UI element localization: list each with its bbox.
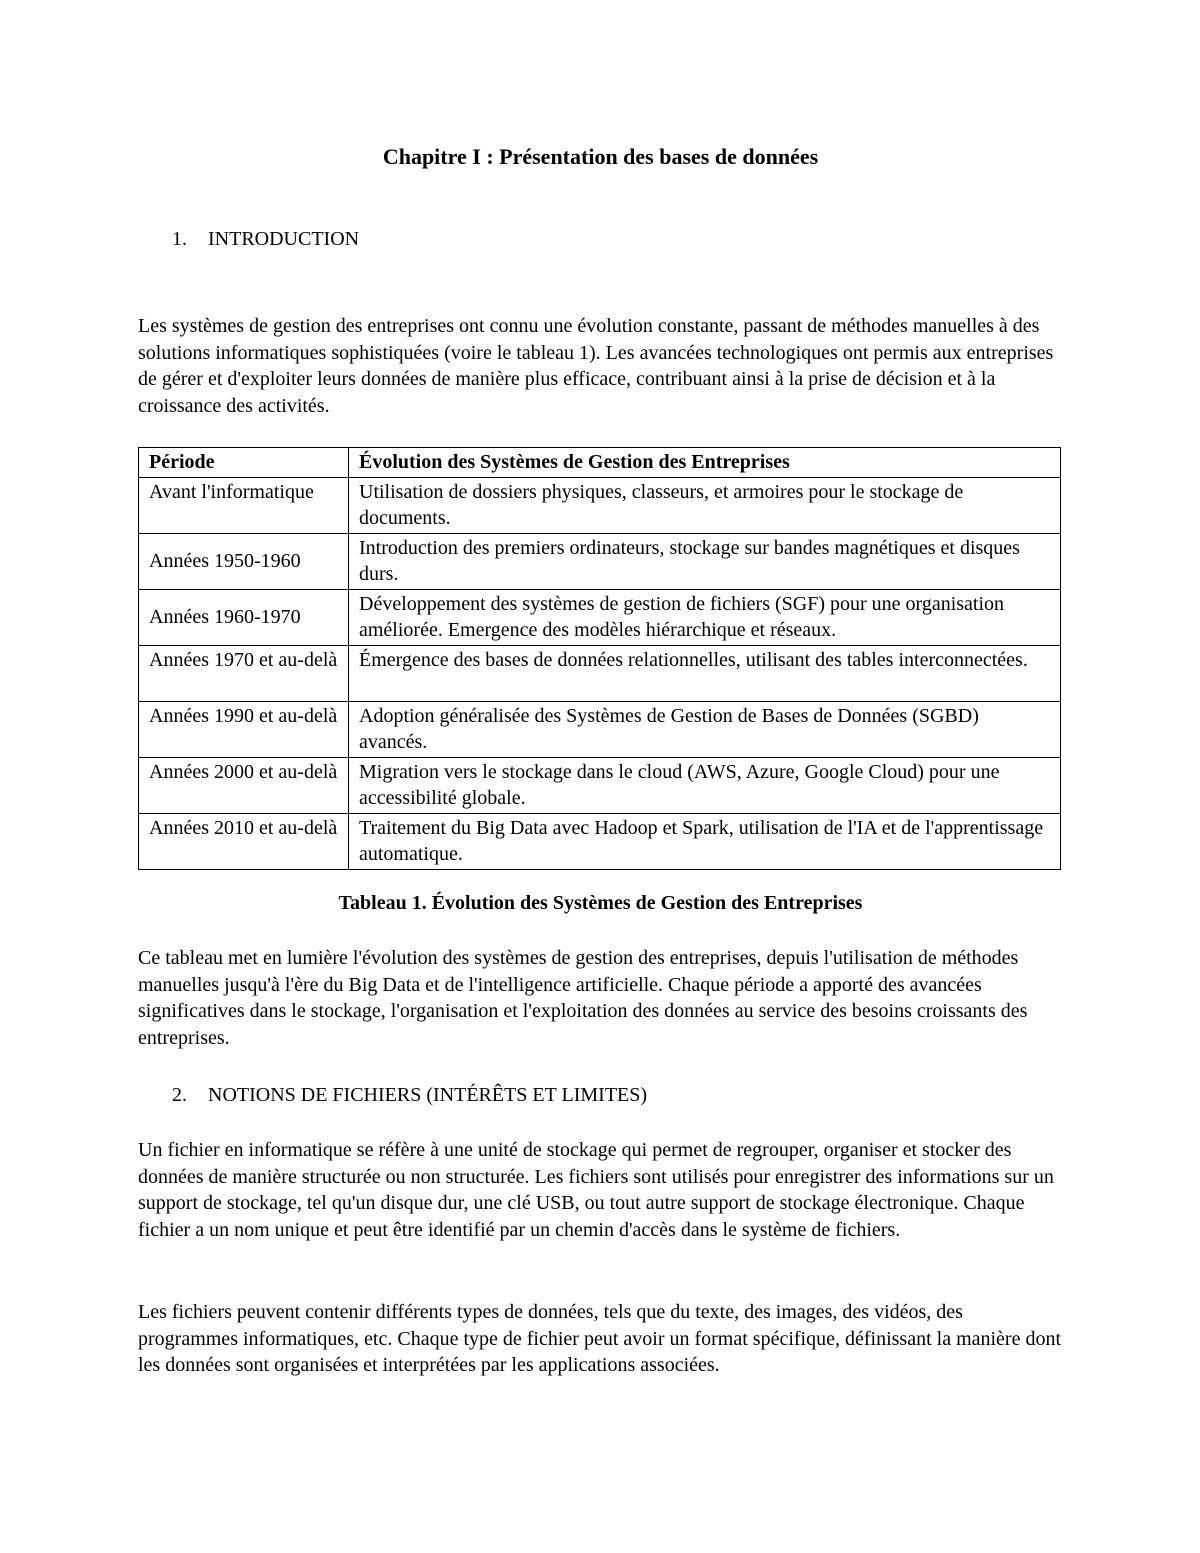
- section-1-heading: [172, 225, 359, 253]
- table-row: [139, 814, 1061, 870]
- table-cell-evolution: Émergence des bases de données relationnelles, utilisant des tables interconnectées.: [349, 646, 1061, 702]
- table-cell-period: Avant l'informatique: [139, 478, 349, 534]
- introduction-paragraph: Les systèmes de gestion des entreprises ont connu une évolution constante, passant de méthodes manuelles à des solutions informatiques sophistiquées (voire le tableau 1). Les avancées technologiques ont permis aux entreprises de gérer et d'exploiter leurs données de manière plus efficace, contribuant ainsi à la prise de décision et à la croissance des activités.: [138, 315, 1054, 417]
- table-cell-evolution: Développement des systèmes de gestion de fichiers (SGF) pour une organisation améliorée. Emergence des modèles hiérarchique et réseaux.: [349, 590, 1061, 646]
- table-cell-evolution: Migration vers le stockage dans le cloud (AWS, Azure, Google Cloud) pour une accessibilité globale.: [349, 758, 1061, 814]
- section-2-heading: [172, 1081, 647, 1109]
- table-header-row: [139, 448, 1061, 478]
- table-cell-period: Années 1990 et au-delà: [139, 702, 349, 758]
- chapter-title: Chapitre I : Présentation des bases de données: [382, 144, 819, 169]
- table-cell-period: Années 2000 et au-delà: [139, 758, 349, 814]
- table-row: [139, 590, 1061, 646]
- table-cell-period: Années 1950-1960: [139, 534, 349, 590]
- table-cell-period: Années 1960-1970: [139, 590, 349, 646]
- evolution-table: [138, 447, 1061, 870]
- section-1-title: INTRODUCTION: [208, 228, 360, 250]
- table-cell-period: Années 2010 et au-delà: [139, 814, 349, 870]
- table-cell-evolution: Traitement du Big Data avec Hadoop et Spark, utilisation de l'IA et de l'apprentissage automatique.: [349, 814, 1061, 870]
- table-row: [139, 758, 1061, 814]
- files-paragraph-2: Les fichiers peuvent contenir différents types de données, tels que du texte, des images, des vidéos, des programmes informatiques, etc. Chaque type de fichier peut avoir un format spécifique, définissant la manière dont les données sont organisées et interprétées par les applications associées.: [138, 1301, 1062, 1376]
- table-cell-evolution: Utilisation de dossiers physiques, classeurs, et armoires pour le stockage de documents.: [349, 478, 1061, 534]
- files-paragraph-1: Un fichier en informatique se réfère à une unité de stockage qui permet de regrouper, organiser et stocker des données de manière structurée ou non structurée. Les fichiers sont utilisés pour enregistrer des informations sur un support de stockage, tel qu'un disque dur, une clé USB, ou tout autre support de stockage électronique. Chaque fichier a un nom unique et peut être identifié par un chemin d'accès dans le système de fichiers.: [138, 1139, 1054, 1241]
- table-cell-evolution: Introduction des premiers ordinateurs, stockage sur bandes magnétiques et disques durs.: [349, 534, 1061, 590]
- table-cell-period: Années 1970 et au-delà: [139, 646, 349, 702]
- table-header-evolution: Évolution des Systèmes de Gestion des Entreprises: [349, 448, 1061, 478]
- table-header-period: Période: [139, 448, 349, 478]
- section-1-number: 1.: [172, 228, 187, 250]
- table-row: [139, 646, 1061, 702]
- table-row: [139, 478, 1061, 534]
- section-2-title: NOTIONS DE FICHIERS (INTÉRÊTS ET LIMITES): [208, 1084, 648, 1106]
- table-summary-paragraph: Ce tableau met en lumière l'évolution des systèmes de gestion des entreprises, depuis l'utilisation de méthodes manuelles jusqu'à l'ère du Big Data et de l'intelligence artificielle. Chaque période a apporté des avancées significatives dans le stockage, l'organisation et l'exploitation des données au service des besoins croissants des entreprises.: [138, 947, 1028, 1049]
- table-row: [139, 534, 1061, 590]
- section-2-number: 2.: [172, 1084, 187, 1106]
- table-cell-evolution: Adoption généralisée des Systèmes de Gestion de Bases de Données (SGBD) avancés.: [349, 702, 1061, 758]
- table-caption: Tableau 1. Évolution des Systèmes de Gestion des Entreprises: [338, 892, 863, 914]
- table-row: [139, 702, 1061, 758]
